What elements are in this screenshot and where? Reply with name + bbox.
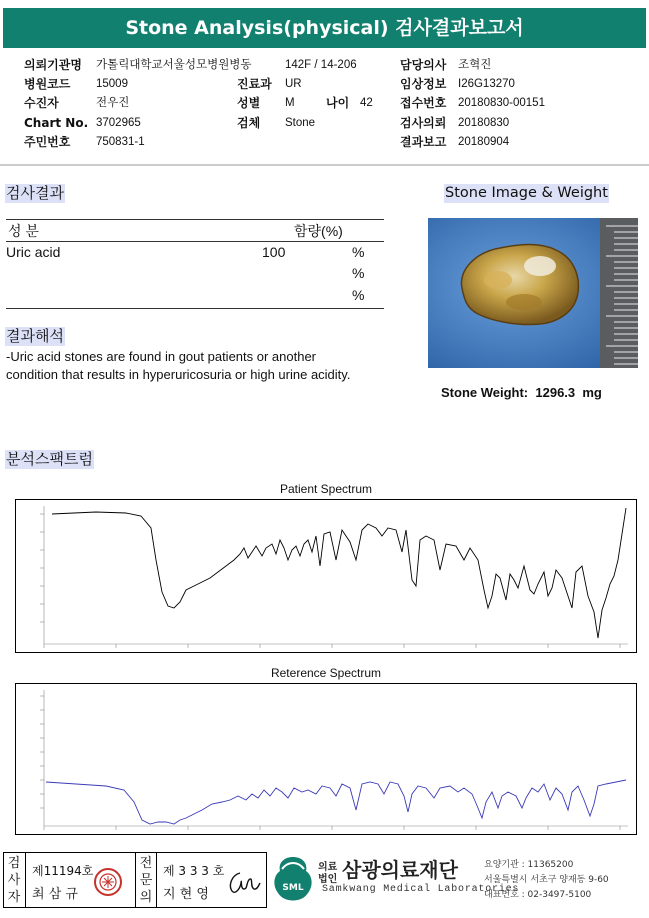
examiner-label-cell xyxy=(4,853,26,907)
component-unit: % xyxy=(352,287,365,303)
info-value: 750831-1 xyxy=(96,136,145,148)
column-header-amount: 함량(%) xyxy=(294,223,343,239)
stone-weight-value: 1296.3 xyxy=(535,385,576,400)
stone-weight xyxy=(441,385,602,400)
stone-weight-label: Stone Weight: xyxy=(441,385,529,400)
table-rule xyxy=(6,241,384,242)
info-value: 20180904 xyxy=(458,136,510,148)
stone-photo-graphic xyxy=(428,218,638,368)
stone-weight-unit: mg xyxy=(582,385,602,400)
specialist-label: 전문의 xyxy=(139,856,153,905)
info-key: Chart No. xyxy=(24,116,89,130)
examiner-seal-icon xyxy=(93,867,123,897)
stone-image-heading: Stone Image & Weight xyxy=(445,185,608,201)
patient-spectrum-chart xyxy=(15,499,637,653)
spectrum-heading: 분석스팩트럼 xyxy=(6,450,93,468)
info-key: 나이 xyxy=(326,96,350,110)
patient-axis xyxy=(40,506,628,648)
column-header-component: 성 분 xyxy=(8,223,39,239)
info-value: Stone xyxy=(285,117,316,129)
info-value: 3702965 xyxy=(96,117,141,129)
info-value: 142F / 14-206 xyxy=(285,59,357,71)
component-amount: 100 xyxy=(262,244,286,260)
results-heading: 검사결과 xyxy=(6,184,64,202)
org-english-name: Samkwang Medical Laboratories xyxy=(322,884,520,895)
info-key: 수진자 xyxy=(24,96,59,110)
specialist-name: 지 현 영 xyxy=(163,887,209,902)
specialist-signature-icon xyxy=(226,867,262,897)
org-name: 삼광의료재단 xyxy=(342,858,458,882)
reference-spectrum-line xyxy=(46,780,626,824)
info-value: UR xyxy=(285,78,302,90)
org-code: 요양기관 : 11365200 xyxy=(484,860,574,870)
examiner-name: 최 삼 규 xyxy=(32,887,78,902)
info-value: 15009 xyxy=(96,78,128,90)
info-key: 진료과 xyxy=(237,77,272,91)
interpretation-text xyxy=(6,348,350,384)
reference-spectrum-svg xyxy=(16,684,636,834)
info-value: 20180830 xyxy=(458,117,510,129)
info-key: 담당의사 xyxy=(400,58,447,72)
org-phone: 대표번호 : 02-3497-5100 xyxy=(484,890,592,900)
info-value: I26G13270 xyxy=(458,78,515,90)
table-rule xyxy=(6,219,384,220)
org-prefix-bottom: 법인 xyxy=(318,874,338,885)
component-name: Uric acid xyxy=(6,244,61,260)
info-key: 검체 xyxy=(237,116,261,130)
info-key: 검사의뢰 xyxy=(400,116,447,130)
reference-spectrum-title: Reterence Spectrum xyxy=(270,666,382,680)
patient-spectrum-svg xyxy=(16,500,636,652)
interpretation-line: -Uric acid stones are found in gout patients or another xyxy=(6,349,317,364)
info-key: 임상정보 xyxy=(400,77,447,91)
info-key: 병원코드 xyxy=(24,77,71,91)
info-value: 전우진 xyxy=(96,97,130,109)
stone-photo xyxy=(428,218,638,368)
info-value: 20180830-00151 xyxy=(458,97,545,109)
sml-logo-icon xyxy=(272,855,314,905)
signature-box xyxy=(3,852,267,908)
info-value: 42 xyxy=(360,97,373,109)
info-key: 의뢰기관명 xyxy=(24,58,82,72)
sml-logo-text: SML xyxy=(282,883,304,893)
info-key: 성별 xyxy=(237,96,261,110)
org-prefix-top: 의료 xyxy=(318,862,338,873)
info-value: M xyxy=(285,97,295,109)
specialist-license: 제 3 3 3 호 xyxy=(163,864,225,878)
org-address: 서울특별시 서초구 양재동 9-60 xyxy=(484,875,609,885)
specialist-label-cell xyxy=(135,853,157,907)
examiner-label: 검사자 xyxy=(7,856,21,905)
info-key: 주민번호 xyxy=(24,135,71,149)
info-key: 결과보고 xyxy=(400,135,447,149)
examiner-license: 제11194호 xyxy=(32,864,94,878)
reference-spectrum-chart xyxy=(15,683,637,835)
report-title: Stone Analysis(physical) 검사결과보고서 xyxy=(3,8,646,48)
info-value: 가톨릭대학교서울성모병원병동 xyxy=(96,59,252,71)
interpretation-heading: 결과해석 xyxy=(6,327,64,345)
reference-axis xyxy=(40,690,628,830)
component-unit: % xyxy=(352,244,365,260)
table-rule xyxy=(6,308,384,309)
patient-spectrum-title: Patient Spectrum xyxy=(279,482,373,496)
patient-spectrum-line xyxy=(52,508,626,638)
interpretation-line: condition that results in hyperuricosuria or high urine acidity. xyxy=(6,367,351,382)
info-value: 조혁진 xyxy=(458,59,492,71)
info-key: 접수번호 xyxy=(400,96,447,110)
component-unit: % xyxy=(352,265,365,281)
section-divider xyxy=(0,164,649,166)
